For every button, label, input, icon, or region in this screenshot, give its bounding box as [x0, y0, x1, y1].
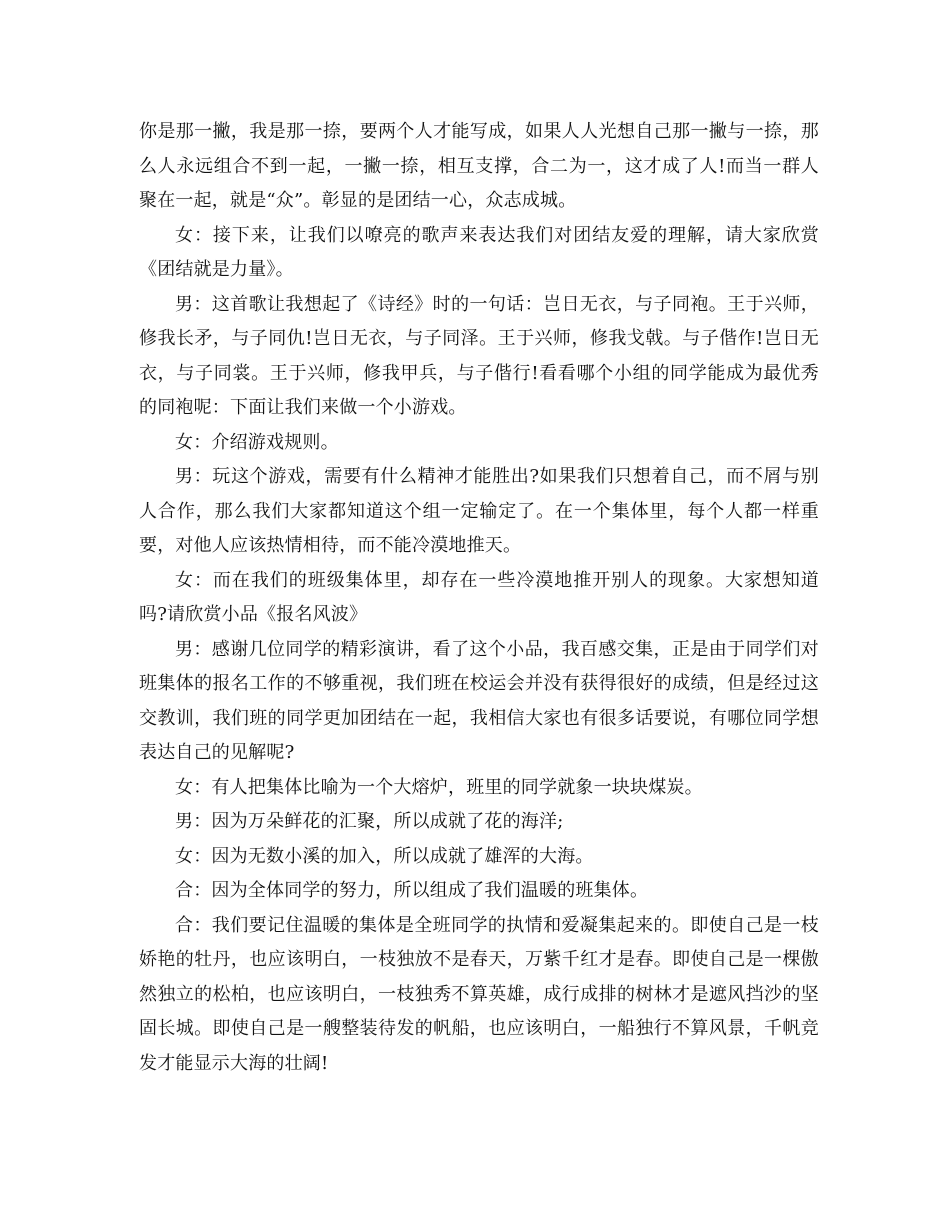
paragraph-male-thanks: 男：感谢几位同学的精彩演讲，看了这个小品，我百感交集，正是由于同学们对班集体的报名工作的不够重视，我们班在校运会并没有获得很好的成绩，但是经过这交教训，我们班的同学更加团结在一起，我相信大家也有很多话要说，有哪位同学想表达自己的见解呢?	[139, 638, 819, 763]
paragraph-together-closing: 合：我们要记住温暖的集体是全班同学的执情和爱凝集起来的。即使自己是一枝娇艳的牡丹，也应该明白，一枝独放不是春天，万紫千红才是春。即使自己是一棵傲然独立的松柏，也应该明白，一枝独秀不算英雄，成行成排的树林才是遮风挡沙的坚固长城。即使自己是一艘整装待发的帆船，也应该明白，一船独行不算风景，千帆竞发才能显示大海的壮阔!	[139, 914, 819, 1074]
paragraph-male-flowers: 男：因为万朵鲜花的汇聚，所以成就了花的海洋;	[175, 811, 564, 832]
paragraph-male-shijing: 男：这首歌让我想起了《诗经》时的一句话：岂日无衣，与子同袍。王于兴师，修我长矛，与子同仇!岂日无衣，与子同泽。王于兴师，修我戈戟。与子偕作!岂日无衣，与子同裳。王于兴师，修我甲兵，与子偕行!看看哪个小组的同学能成为最优秀的同袍呢：下面让我们来做一个小游戏。	[139, 293, 819, 418]
paragraph-female-skit-intro: 女：而在我们的班级集体里，却存在一些冷漠地推开别人的现象。大家想知道吗?请欣赏小品《报名风波》	[139, 569, 819, 625]
paragraph-together-warm-class: 合：因为全体同学的努力，所以组成了我们温暖的班集体。	[175, 880, 649, 901]
paragraph-female-furnace: 女：有人把集体比喻为一个大熔炉，班里的同学就象一块块煤炭。	[175, 776, 703, 798]
paragraph-female-intro-song: 女：接下来，让我们以嘹亮的歌声来表达我们对团结友爱的理解，请大家欣赏《团结就是力量》。	[139, 224, 819, 280]
document-body	[139, 115, 819, 1081]
paragraph-male-game-spirit: 男：玩这个游戏，需要有什么精神才能胜出?如果我们只想着自己，而不屑与别人合作，那么我们大家都知道这个组一定输定了。在一个集体里，每个人都一样重要，对他人应该热情相待，而不能冷漠地推天。	[139, 466, 819, 556]
paragraph-female-streams: 女：因为无数小溪的加入，所以成就了雄浑的大海。	[175, 845, 594, 867]
paragraph-female-game-rules: 女：介绍游戏规则。	[175, 431, 339, 453]
paragraph-opening: 你是那一撇，我是那一捺，要两个人才能写成，如果人人光想自己那一撇与一捺，那么人永远组合不到一起，一撇一捺，相互支撑，合二为一，这才成了人!而当一群人聚在一起，就是“众”。彰显的是团结一心，众志成城。	[139, 121, 819, 211]
